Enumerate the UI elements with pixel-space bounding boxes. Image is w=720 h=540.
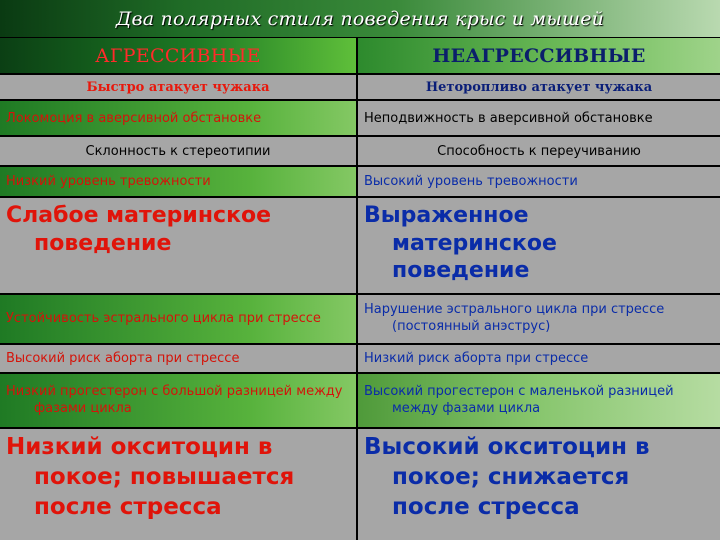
table-row-right xyxy=(358,167,720,198)
cell-text: Неподвижность в аверсивной обстановке xyxy=(364,110,653,126)
table-row-left xyxy=(0,167,358,198)
cell-text: Неторопливо атакует чужака xyxy=(425,79,653,95)
table-row-right xyxy=(358,374,720,429)
cell-text: Высокий уровень тревожности xyxy=(364,174,578,189)
comparison-table xyxy=(0,38,720,540)
table-row-left xyxy=(0,295,358,345)
cell-text: Быстро атакует чужака xyxy=(86,79,270,95)
header-nonaggressive-label: НЕАГРЕССИВНЫЕ xyxy=(432,44,646,67)
table-row-left xyxy=(0,429,358,540)
header-aggressive-label: АГРЕССИВНЫЕ xyxy=(95,44,261,67)
cell-text: Нарушение эстрального цикла при стрессе (постоянный анэструс) xyxy=(364,302,665,334)
title-bar xyxy=(0,0,720,38)
table-row-left xyxy=(0,137,358,167)
table-row-right xyxy=(358,295,720,345)
cell-text: Способность к переучиванию xyxy=(437,143,641,159)
table-row-right xyxy=(358,429,720,540)
cell-text: Устойчивость эстрального цикла при стрессе xyxy=(6,310,321,326)
cell-text: Низкий риск аборта при стрессе xyxy=(364,351,589,366)
table-row-right xyxy=(358,345,720,374)
cell-text: Низкий окситоцин в покое; повышается после стресса xyxy=(6,434,295,520)
cell-text: Низкий прогестерон с большой разницей между фазами цикла xyxy=(6,383,343,416)
table-row-left xyxy=(0,345,358,374)
cell-text: Слабое материнское поведение xyxy=(6,203,272,256)
cell-text: Низкий уровень тревожности xyxy=(6,174,211,189)
cell-text: Высокий окситоцин в покое; снижается после стресса xyxy=(364,434,650,520)
table-row-right xyxy=(358,101,720,137)
table-row-left xyxy=(0,374,358,429)
table-row-left xyxy=(0,75,358,101)
page-title: Два полярных стиля поведения крыс и мышей xyxy=(115,7,605,30)
header-nonaggressive xyxy=(358,38,720,75)
table-row-right xyxy=(358,75,720,101)
table-row-left xyxy=(0,198,358,295)
table-row-right xyxy=(358,198,720,295)
cell-text: Высокий риск аборта при стрессе xyxy=(6,351,240,366)
cell-text: Склонность к стереотипии xyxy=(85,143,271,159)
cell-text: Локомоция в аверсивной обстановке xyxy=(6,110,262,126)
header-aggressive xyxy=(0,38,358,75)
table-row-left xyxy=(0,101,358,137)
table-row-right xyxy=(358,137,720,167)
cell-text: Выраженное материнское поведение xyxy=(364,203,557,283)
cell-text: Высокий прогестерон с маленькой разницей между фазами цикла xyxy=(364,383,674,416)
